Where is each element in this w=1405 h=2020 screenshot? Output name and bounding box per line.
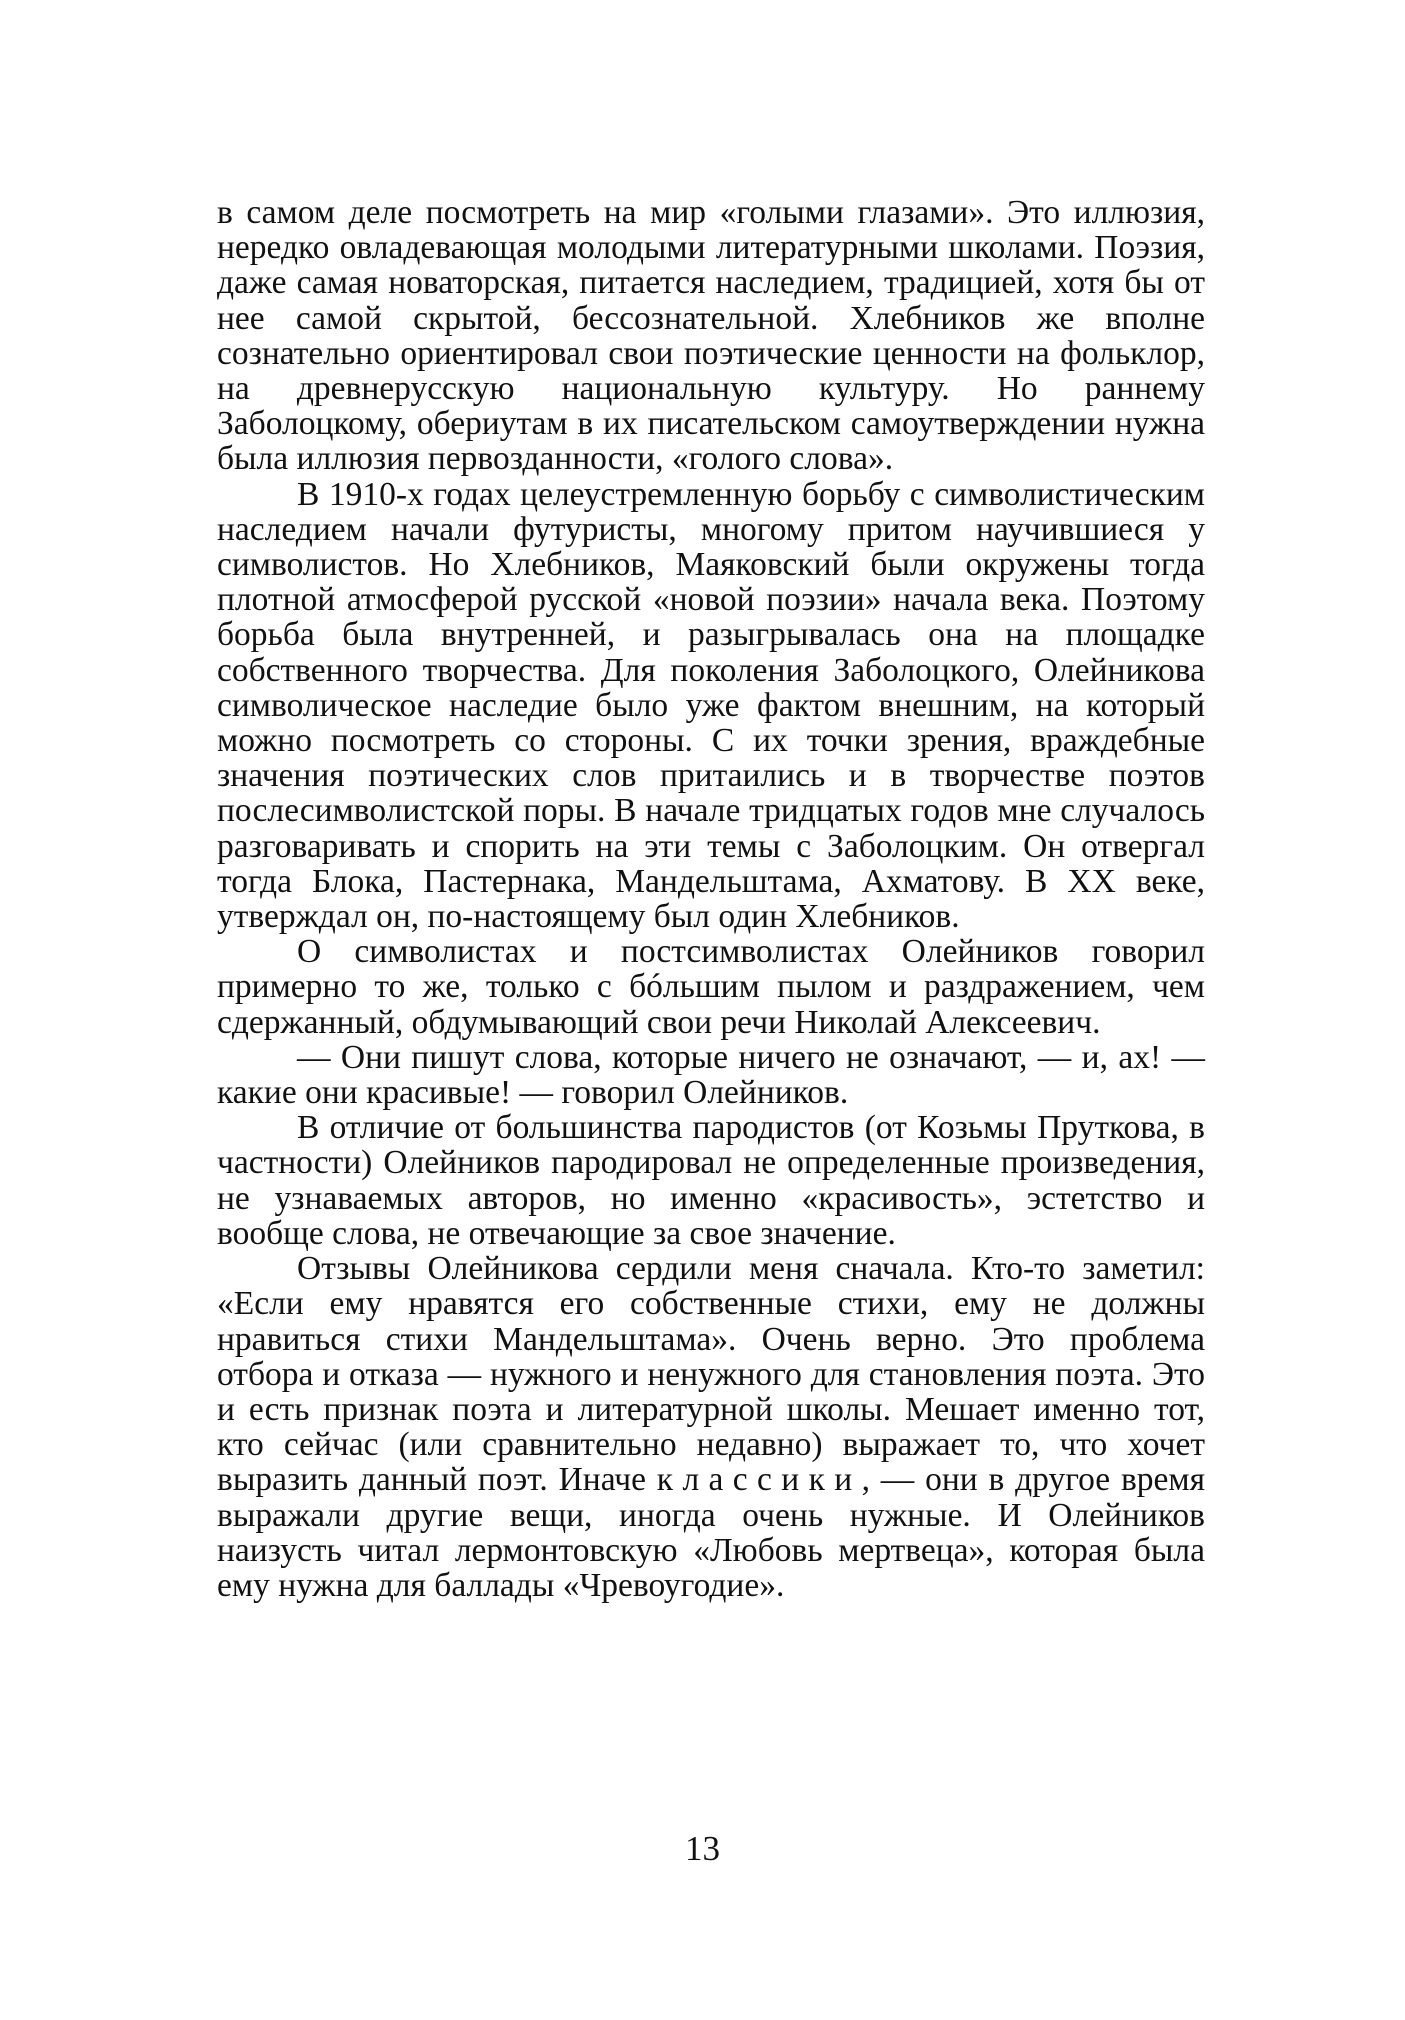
book-page-text xyxy=(217,195,1205,1603)
paragraph-2: В 1910-х годах целеустремленную борьбу с символистическим наследием начали футуристы, многому притом научившиеся у символистов. Но Хлебников, Маяковский были окружены тогда плотной атмосферой русской «новой поэзии» начала века. Поэтому борьба была внутренней, и разыгрывалась она на площадке собственного творчества. Для поколения Заболоцкого, Олейникова символическое наследие было уже фактом внешним, на который можно посмотреть со стороны. С их точки зрения, враждебные значения поэтических слов притаились и в творчестве поэтов послесимволистской поры. В начале тридцатых годов мне случалось разговаривать и спорить на эти темы с Заболоцким. Он отвергал тогда Блока, Пастернака, Мандельштама, Ахматову. В XX веке, утверждал он, по-настоящему был один Хлебников. xyxy=(217,475,1205,936)
paragraph-6-spaced-word: классики xyxy=(656,1461,862,1499)
paragraph-4-dialogue: — Они пишут слова, которые ничего не означают, — и, ах! — какие они красивые! — говорил Олейников. xyxy=(217,1038,1205,1112)
paragraph-1: в самом деле посмотреть на мир «голыми глазами». Это иллюзия, нередко овладевающая молодыми литературными школами. Поэзия, даже самая новаторская, питается наследием, традицией, хотя бы от нее самой скрытой, бессознательной. Хлебников же вполне сознательно ориентировал свои поэтические ценности на фольклор, на древнерусскую национальную культуру. Но раннему Заболоцкому, обериутам в их писательском самоутверждении нужна была иллюзия первозданности, «голого слова». xyxy=(217,194,1205,478)
paragraph-6 xyxy=(217,1251,1205,1603)
paragraph-6-text-end: , — они в другое время выражали другие вещи, иногда очень нужные. И Олейников наизусть читал лермонтовскую «Любовь мертвеца», которая была ему нужна для баллады «Чревоугодие». xyxy=(217,1461,1205,1604)
paragraph-3: О символистах и постсимволистах Олейников говорил примерно то же, только с бóльшим пылом и раздражением, чем сдержанный, обдумывающий свои речи Николай Алексеевич. xyxy=(217,933,1205,1041)
paragraph-6-text-start: Отзывы Олейникова сердили меня сначала. Кто-то заметил: «Если ему нравятся его собственные стихи, ему не должны нравиться стихи Мандельштама». Очень верно. Это проблема отбора и отказа — нужного и ненужного для становления поэта. Это и есть признак поэта и литературной школы. Мешает именно тот, кто сейчас (или сравнительно недавно) выражает то, что хочет выразить данный поэт. Иначе xyxy=(217,1250,1205,1499)
page-number: 13 xyxy=(685,1829,720,1868)
paragraph-5: В отличие от большинства пародистов (от Козьмы Пруткова, в частности) Олейников пародировал не определенные произведения, не узнаваемых авторов, но именно «красивость», эстетство и вообще слова, не отвечающие за свое значение. xyxy=(217,1109,1205,1252)
